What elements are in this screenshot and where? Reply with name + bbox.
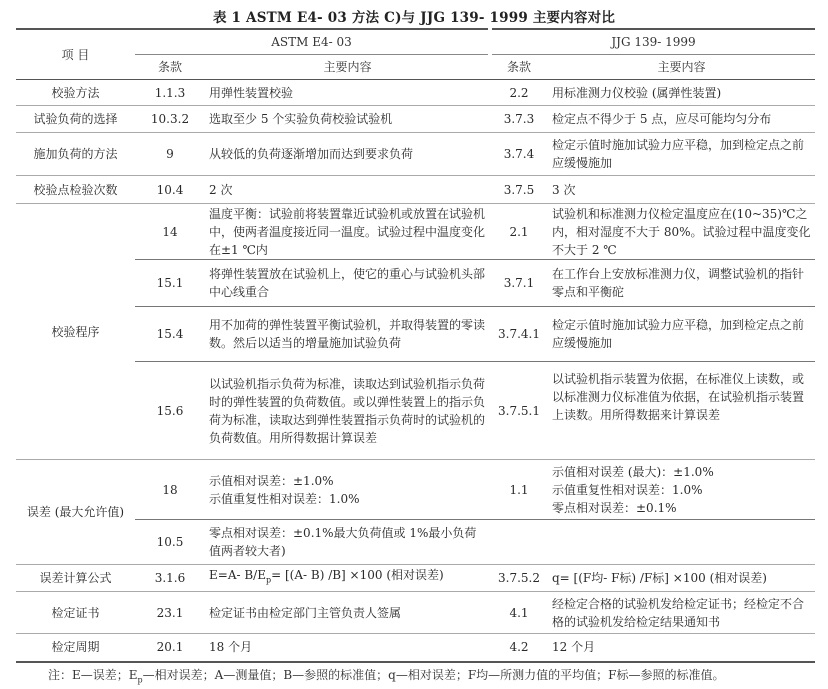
header-row-1 <box>16 29 815 55</box>
jjg-content-empty <box>548 520 815 565</box>
astm-content: 检定证书由检定部门主管负责人签属 <box>205 592 490 634</box>
row-item: 误差计算公式 <box>16 565 135 592</box>
header-jjg-content: 主要内容 <box>548 55 815 80</box>
table-row-load-selection <box>16 106 815 133</box>
jjg-content <box>548 460 815 520</box>
astm-clause: 20.1 <box>135 634 205 662</box>
jjg-content: 12 个月 <box>548 634 815 662</box>
error-line: 示值相对误差 (最大)：±1.0% <box>552 464 714 479</box>
table-row-calibration-method <box>16 80 815 106</box>
jjg-clause: 4.2 <box>490 634 548 662</box>
jjg-clause: 3.7.5.2 <box>490 565 548 592</box>
astm-content: 用弹性装置校验 <box>209 85 294 100</box>
table-row-error-10-5 <box>16 520 815 565</box>
row-item: 校验方法 <box>51 85 100 100</box>
table-row-check-count <box>16 176 815 204</box>
jjg-content: q= [(F均- F标) /F标] ×100 (相对误差) <box>548 565 815 592</box>
jjg-clause: 3.7.5 <box>490 176 548 204</box>
jjg-clause: 3.7.1 <box>490 260 548 307</box>
row-item: 检定周期 <box>16 634 135 662</box>
jjg-clause-empty <box>490 520 548 565</box>
table-title: 表 1 ASTM E4- 03 方法 C)与 JJG 139- 1999 主要内容对比 <box>212 10 616 26</box>
astm-clause: 10.5 <box>135 520 205 565</box>
jjg-clause: 3.7.4 <box>490 133 548 176</box>
error-item: 误差 (最大允许值) <box>16 460 135 565</box>
error-line: 示值重复性相对误差：1.0% <box>209 491 360 506</box>
note-part: —相对误差；A—测量值；B—参照的标准值；q—相对误差；F均—所测力值的平均值；F标—参照的标准值。 <box>142 668 725 682</box>
astm-clause: 15.6 <box>135 362 205 460</box>
header-jjg: JJG 139- 1999 <box>490 29 815 55</box>
jjg-clause: 3.7.4.1 <box>490 307 548 362</box>
table-row-certificate <box>16 592 815 634</box>
jjg-clause: 4.1 <box>490 592 548 634</box>
jjg-content: 试验机和标准测力仪检定温度应在(10~35)℃之内，相对湿度不大于 80%。试验过程中温度变化不大于 2 ℃ <box>548 204 815 260</box>
jjg-clause: 2.2 <box>509 85 529 100</box>
table-row-procedure-15-6 <box>16 362 815 460</box>
formula-part: E=A- B/E <box>209 568 266 583</box>
astm-content: 温度平衡：试验前将装置靠近试验机或放置在试验机中，使两者温度接近同一温度。试验过程中温度变化在±1 ℃内 <box>205 204 490 260</box>
astm-content: 选取至少 5 个实验负荷校验试验机 <box>205 106 490 133</box>
jjg-content: 经检定合格的试验机发给检定证书；经检定不合格的试验机发给检定结果通知书 <box>548 592 815 634</box>
astm-clause: 14 <box>135 204 205 260</box>
note-part: 注：E—误差；E <box>48 668 138 682</box>
comparison-table <box>16 28 815 663</box>
table-row-error-18 <box>16 460 815 520</box>
jjg-content: 检定点不得少于 5 点，应尽可能均匀分布 <box>548 106 815 133</box>
jjg-content: 检定示值时施加试验力应平稳，加到检定点之前应缓慢施加 <box>548 307 815 362</box>
astm-clause: 10.4 <box>135 176 205 204</box>
procedure-item: 校验程序 <box>16 204 135 460</box>
jjg-content: 在工作台上安放标准测力仪，调整试验机的指针零点和平衡砣 <box>548 260 815 307</box>
table-note <box>48 666 724 684</box>
jjg-clause: 3.7.3 <box>490 106 548 133</box>
jjg-clause: 2.1 <box>490 204 548 260</box>
astm-clause: 9 <box>135 133 205 176</box>
astm-clause: 3.1.6 <box>135 565 205 592</box>
header-item: 项 目 <box>16 29 135 80</box>
astm-clause: 23.1 <box>135 592 205 634</box>
astm-content: 零点相对误差：±0.1%最大负荷值或 1%最小负荷值两者较大者) <box>205 520 490 565</box>
header-astm-clause: 条款 <box>135 55 205 80</box>
row-item: 施加负荷的方法 <box>16 133 135 176</box>
header-row-2 <box>16 55 815 80</box>
table-row-procedure-14 <box>16 204 815 260</box>
astm-content <box>205 565 490 592</box>
astm-content: 将弹性装置放在试验机上，使它的重心与试验机头部中心线重合 <box>205 260 490 307</box>
jjg-content: 用标准测力仪校验 (属弹性装置) <box>552 85 722 100</box>
row-item: 检定证书 <box>16 592 135 634</box>
formula-part: = [(A- B) /B] ×100 (相对误差) <box>271 568 444 583</box>
astm-content: 以试验机指示负荷为标准，读取达到试验机指示负荷时的弹性装置的负荷数值。或以弹性装置上的指示负荷为标准，读取达到弹性装置指示负荷时的试验机的负荷数值。用所得数据计算误差 <box>205 362 490 460</box>
table-row-procedure-15-4 <box>16 307 815 362</box>
astm-content: 2 次 <box>205 176 490 204</box>
header-astm: ASTM E4- 03 <box>135 29 490 55</box>
error-line: 零点相对误差：±0.1% <box>552 500 677 515</box>
table-row-formula <box>16 565 815 592</box>
table-row-procedure-15-1 <box>16 260 815 307</box>
jjg-content: 3 次 <box>548 176 815 204</box>
jjg-clause: 1.1 <box>490 460 548 520</box>
jjg-content: 以试验机指示装置为依据，在标准仪上读数，或以标准测力仪标准值为依据，在试验机指示装置上读数。用所得数据来计算误差 <box>548 362 815 460</box>
astm-content: 18 个月 <box>205 634 490 662</box>
note-subscript: p <box>137 675 143 685</box>
row-item: 校验点检验次数 <box>16 176 135 204</box>
astm-clause: 10.3.2 <box>135 106 205 133</box>
astm-clause: 15.1 <box>135 260 205 307</box>
header-astm-content: 主要内容 <box>205 55 490 80</box>
row-item: 试验负荷的选择 <box>16 106 135 133</box>
astm-clause: 18 <box>135 460 205 520</box>
formula-subscript: p <box>265 575 272 585</box>
astm-content: 从较低的负荷逐渐增加而达到要求负荷 <box>205 133 490 176</box>
astm-clause: 15.4 <box>135 307 205 362</box>
astm-content <box>205 460 490 520</box>
table-row-load-method <box>16 133 815 176</box>
astm-content: 用不加荷的弹性装置平衡试验机，并取得装置的零读数。然后以适当的增量施加试验负荷 <box>205 307 490 362</box>
astm-clause: 1.1.3 <box>154 85 186 100</box>
table-row-cycle <box>16 634 815 662</box>
error-line: 示值相对误差：±1.0% <box>209 473 334 488</box>
jjg-content: 检定示值时施加试验力应平稳，加到检定点之前应缓慢施加 <box>548 133 815 176</box>
jjg-clause: 3.7.5.1 <box>490 362 548 460</box>
header-jjg-clause: 条款 <box>490 55 548 80</box>
error-line: 示值重复性相对误差：1.0% <box>552 482 703 497</box>
